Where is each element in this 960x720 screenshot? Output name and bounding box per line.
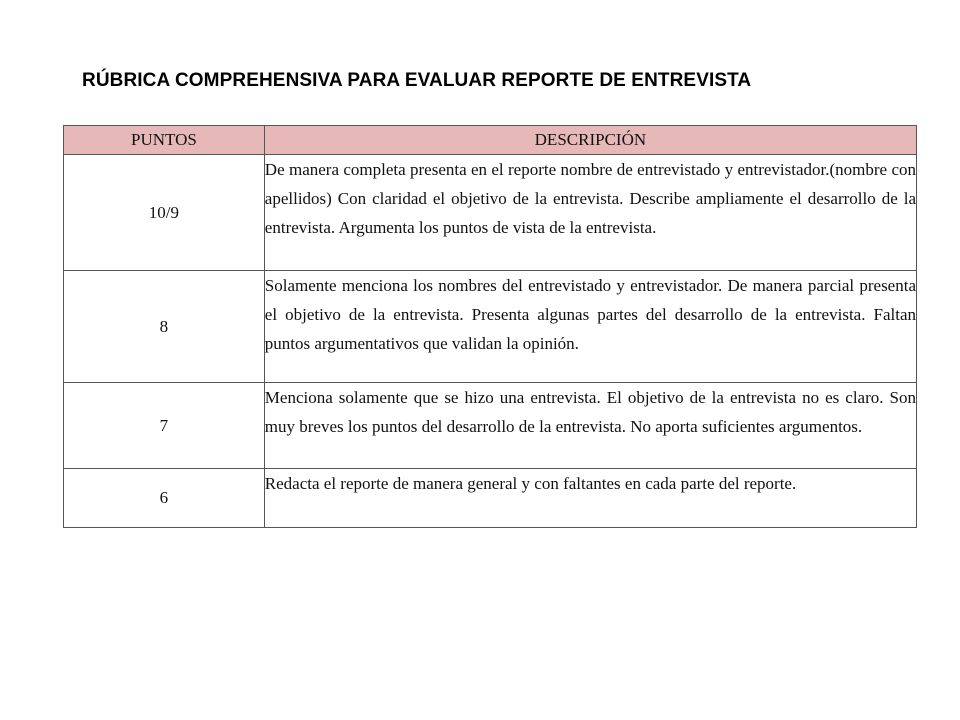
- points-cell: 8: [64, 271, 265, 383]
- points-cell: 10/9: [64, 155, 265, 271]
- description-cell: Menciona solamente que se hizo una entrevista. El objetivo de la entrevista no es claro. Son muy breves los puntos del desarrollo de la entrevista. No aporta suficientes argumentos.: [264, 383, 916, 469]
- table-row: [64, 383, 917, 469]
- table-row: [64, 271, 917, 383]
- points-cell: 7: [64, 383, 265, 469]
- table-row: [64, 469, 917, 528]
- page-title: RÚBRICA COMPREHENSIVA PARA EVALUAR REPORTE DE ENTREVISTA: [82, 70, 752, 91]
- description-cell: Redacta el reporte de manera general y con faltantes en cada parte del reporte.: [264, 469, 916, 528]
- table-header-row: [64, 126, 917, 155]
- points-cell: 6: [64, 469, 265, 528]
- column-header-points: PUNTOS: [64, 126, 265, 155]
- description-cell: Solamente menciona los nombres del entrevistado y entrevistador. De manera parcial presenta el objetivo de la entrevista. Presenta algunas partes del desarrollo de la entrevista. Faltan puntos argumentativos que validan la opinión.: [264, 271, 916, 383]
- table-row: [64, 155, 917, 271]
- rubric-table: [63, 125, 917, 528]
- column-header-description: DESCRIPCIÓN: [264, 126, 916, 155]
- description-cell: De manera completa presenta en el reporte nombre de entrevistado y entrevistador.(nombre con apellidos) Con claridad el objetivo de la entrevista. Describe ampliamente el desarrollo de la entrevista. Argumenta los puntos de vista de la entrevista.: [264, 155, 916, 271]
